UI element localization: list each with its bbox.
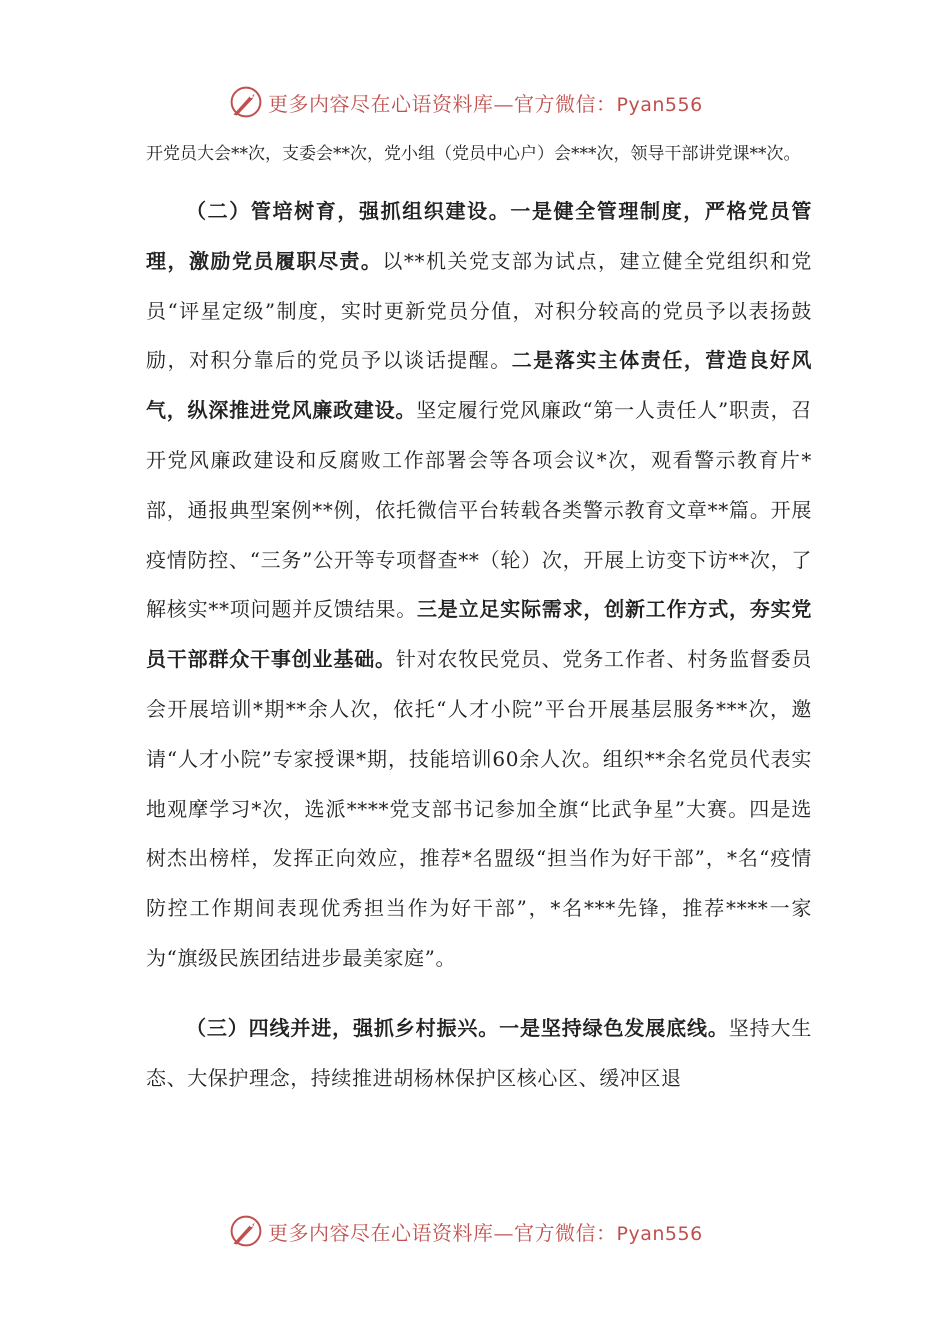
- section-2-heading: （二）管培树育，强抓组织建设。一是健全管理制度，严格党员管理，激励党员履职尽责。: [146, 199, 812, 273]
- section-3-heading: （三）四线并进，强抓乡村振兴。一是坚持绿色发展底线。: [186, 1015, 729, 1040]
- pen-nib-logo-icon: [228, 1213, 264, 1249]
- section-3-text-1: 坚持大生态、大保护理念，持续推进胡杨林保护区核心区、缓冲区退: [146, 1015, 812, 1090]
- paragraph-section-2: [146, 187, 812, 984]
- document-body: [146, 142, 812, 1103]
- paragraph-section-3: [146, 1004, 812, 1104]
- section-2-point-3: 三是立足实际需求，创新工作方式，夯实党员干部群众干事创业基础。: [146, 597, 812, 672]
- header-brand: [228, 82, 748, 122]
- section-2-text-2: 坚定履行党风廉政“第一人责任人”职责，召开党风廉政建设和反腐败工作部署会等各项会议*次，观看警示教育片*部，通报典型案例**例，依托微信平台转载各类警示教育文章**篇。开展疫情防控、“三务”公开等专项督查**（轮）次，开展上访变下访**次，了解核实**项问题并反馈结果。: [146, 398, 812, 622]
- footer-brand-text: 更多内容尽在心语资料库—官方微信：Pyan556: [268, 1220, 703, 1245]
- pen-nib-logo-icon: [228, 84, 264, 120]
- header-wechat-id: Pyan556: [616, 93, 703, 116]
- section-2-text-3: 针对农牧民党员、党务工作者、村务监督委员会开展培训*期**余人次，依托“人才小院”平台开展基层服务***次，邀请“人才小院”专家授课*期，技能培训60余人次。组织**余名党员代表实地观摩学习*次，选派****党支部书记参加全旗“比武争星”大赛。四是选树杰出榜样，发挥正向效应，推荐*名盟级“担当作为好干部”，*名“疫情防控工作期间表现优秀担当作为好干部”，*名***先锋，推荐****一家为“旗级民族团结进步最美家庭”。: [146, 647, 813, 970]
- header-brand-text: 更多内容尽在心语资料库—官方微信：Pyan556: [268, 91, 703, 116]
- footer-brand: [228, 1211, 748, 1251]
- footer-wechat-id: Pyan556: [616, 1222, 703, 1245]
- section-2-text-1: 以**机关党支部为试点，建立健全党组织和党员“评星定级”制度，实时更新党员分值，对积分较高的党员予以表扬鼓励，对积分靠后的党员予以谈话提醒。: [146, 248, 812, 373]
- section-2-point-2: 二是落实主体责任，营造良好风气，纵深推进党风廉政建设。: [146, 348, 813, 423]
- paragraph-intro: 开党员大会**次，支委会**次，党小组（党员中心户）会***次，领导干部讲党课**次。: [146, 144, 801, 164]
